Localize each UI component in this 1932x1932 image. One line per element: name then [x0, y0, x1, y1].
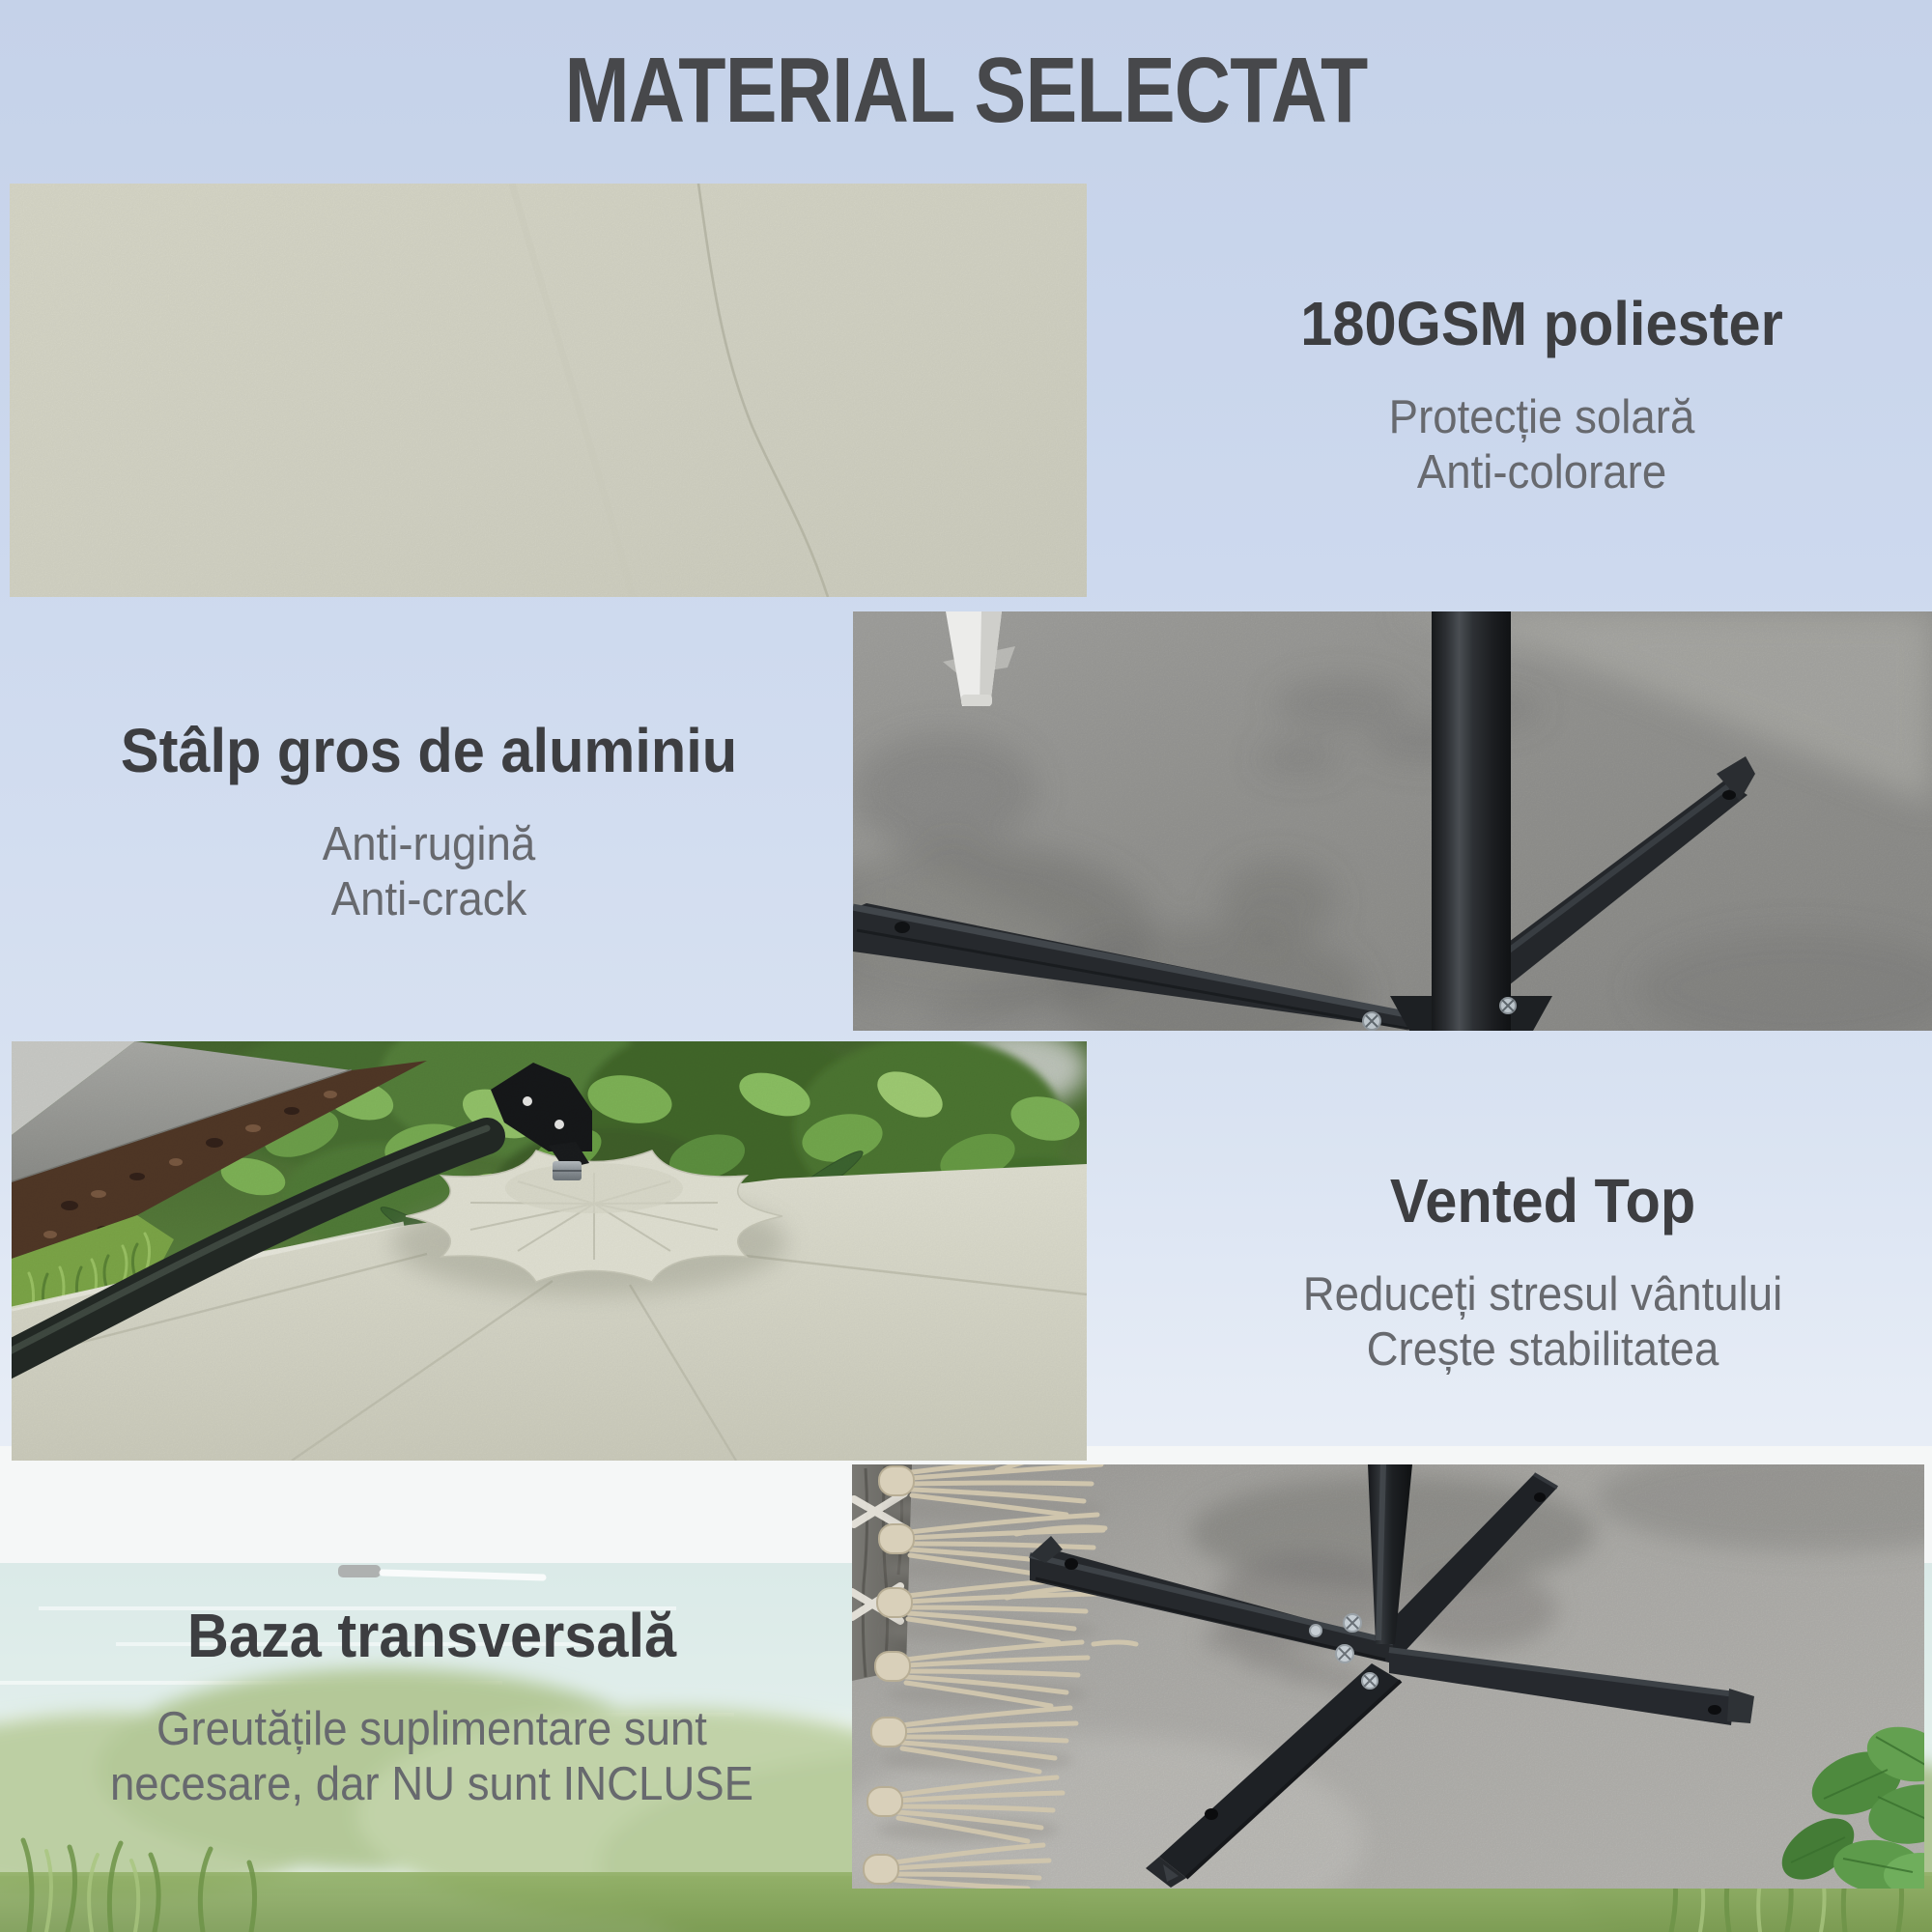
feature-vented-line-2: Crește stabilitatea: [1366, 1323, 1719, 1376]
feature-poliester-line-1: Protecție solară: [1388, 391, 1695, 443]
photo-cross-base: [852, 1464, 1924, 1889]
feature-baza-line-2: necesare, dar NU sunt INCLUSE: [109, 1758, 754, 1810]
feature-vented-top: [1302, 1166, 1783, 1378]
umbrella-pole: [1432, 611, 1511, 1031]
feature-baza-transversala: [109, 1601, 754, 1812]
feature-stalp-heading: Stâlp gros de aluminiu: [120, 716, 738, 785]
feature-vented-line-1: Reduceți stresul vântului: [1302, 1268, 1783, 1321]
feature-stalp-line-2: Anti-crack: [330, 873, 527, 925]
feature-baza-line-1: Greutățile suplimentare sunt: [156, 1703, 707, 1755]
page-title: MATERIAL SELECTAT: [564, 39, 1368, 142]
feature-poliester-heading: 180GSM poliester: [1300, 289, 1783, 358]
photo-fabric-closeup: [10, 184, 1087, 597]
feature-poliester: [1300, 289, 1783, 500]
feature-stalp-aluminiu: [120, 716, 738, 927]
photo-pole-and-base: [853, 611, 1932, 1031]
photo-vented-top: [12, 1041, 1087, 1461]
feature-stalp-line-1: Anti-rugină: [322, 818, 536, 870]
feature-vented-heading: Vented Top: [1389, 1166, 1696, 1236]
feature-poliester-line-2: Anti-colorare: [1416, 446, 1667, 498]
feature-baza-heading: Baza transversală: [186, 1601, 677, 1670]
